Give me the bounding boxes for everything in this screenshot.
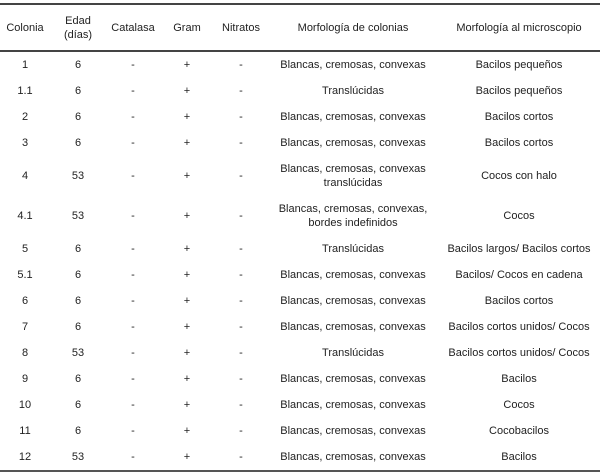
table-row: [0, 340, 600, 366]
cell-morfologia-microscopio: Bacilos cortos: [484, 295, 554, 307]
cell-gram: +: [183, 85, 191, 97]
morfologia-line2: translúcidas: [323, 177, 383, 189]
cell-colonia: 1.1: [17, 85, 33, 97]
cell-colonia: 12: [18, 451, 32, 463]
cell-morfologia-colonias: [268, 130, 438, 156]
cell-gram: +: [183, 137, 191, 149]
morfologia-line1: Translúcidas: [322, 347, 384, 359]
cell-morfologia-colonias: [268, 288, 438, 314]
cell-morfologia-microscopio: Bacilos pequeños: [475, 85, 563, 97]
morfologia-line1: Blancas, cremosas, convexas: [280, 137, 426, 149]
cell-catalasa: -: [131, 295, 135, 307]
morfologia-line1: Blancas, cremosas, convexas: [280, 373, 426, 385]
cell-morfologia-colonias: [268, 262, 438, 288]
cell-morfologia-microscopio: Bacilos: [501, 373, 537, 385]
cell-nitratos: -: [239, 347, 243, 359]
morfologia-line1: Blancas, cremosas, convexas: [280, 163, 426, 175]
cell-catalasa: -: [131, 399, 135, 411]
cell-gram: +: [183, 170, 191, 182]
cell-edad: 6: [74, 321, 82, 333]
header-label: Catalasa: [111, 21, 155, 34]
header-morfologia-microscopio: [438, 4, 600, 51]
cell-colonia: 4.1: [17, 210, 33, 222]
cell-gram: +: [183, 451, 191, 463]
cell-nitratos: -: [239, 243, 243, 255]
cell-catalasa: -: [131, 170, 135, 182]
cell-gram: +: [183, 373, 191, 385]
colonies-table: [0, 3, 600, 472]
cell-nitratos: -: [239, 269, 243, 281]
cell-catalasa: -: [131, 210, 135, 222]
cell-morfologia-microscopio: Cocos: [503, 210, 535, 222]
morfologia-line1: Blancas, cremosas, convexas: [280, 451, 426, 463]
table-row: [0, 444, 600, 471]
cell-edad: 53: [71, 170, 85, 182]
cell-edad: 6: [74, 137, 82, 149]
cell-nitratos: -: [239, 295, 243, 307]
cell-morfologia-colonias: [268, 78, 438, 104]
cell-nitratos: -: [239, 170, 243, 182]
cell-gram: +: [183, 347, 191, 359]
cell-catalasa: -: [131, 451, 135, 463]
cell-nitratos: -: [239, 59, 243, 71]
header-catalasa: [106, 4, 160, 51]
cell-morfologia-colonias: [268, 418, 438, 444]
cell-morfologia-microscopio: Bacilos: [501, 451, 537, 463]
cell-edad: 6: [74, 243, 82, 255]
cell-gram: +: [183, 111, 191, 123]
cell-catalasa: -: [131, 111, 135, 123]
cell-nitratos: -: [239, 137, 243, 149]
cell-colonia: 5: [21, 243, 29, 255]
table-row: [0, 366, 600, 392]
table-row: [0, 418, 600, 444]
morfologia-line1: Blancas, cremosas, convexas: [280, 425, 426, 437]
table-row: [0, 262, 600, 288]
cell-colonia: 5.1: [17, 269, 33, 281]
morfologia-line1: Translúcidas: [322, 85, 384, 97]
table-header: [0, 4, 600, 51]
cell-catalasa: -: [131, 347, 135, 359]
cell-morfologia-colonias: [268, 314, 438, 340]
cell-morfologia-microscopio: Bacilos largos/ Bacilos cortos: [447, 243, 591, 255]
cell-edad: 6: [74, 425, 82, 437]
cell-colonia: 11: [19, 425, 31, 437]
cell-edad: 6: [74, 295, 82, 307]
cell-gram: +: [183, 321, 191, 333]
table-body: [0, 51, 600, 471]
cell-colonia: 6: [21, 295, 29, 307]
cell-morfologia-microscopio: Bacilos cortos unidos/ Cocos: [448, 321, 590, 333]
header-row: [0, 4, 600, 51]
cell-edad: 6: [74, 269, 82, 281]
cell-morfologia-microscopio: Cocos con halo: [481, 170, 557, 182]
cell-catalasa: -: [131, 59, 135, 71]
cell-colonia: 1: [21, 59, 29, 71]
cell-morfologia-colonias: [268, 444, 438, 471]
cell-morfologia-microscopio: Bacilos cortos: [484, 111, 554, 123]
cell-colonia: 3: [21, 137, 29, 149]
cell-morfologia-microscopio: Bacilos cortos unidos/ Cocos: [448, 347, 590, 359]
table-row: [0, 104, 600, 130]
cell-morfologia-colonias: [268, 236, 438, 262]
cell-gram: +: [183, 295, 191, 307]
morfologia-line1: Translúcidas: [322, 243, 384, 255]
table-row: [0, 314, 600, 340]
header-colonia: [0, 4, 50, 51]
cell-gram: +: [183, 425, 191, 437]
cell-catalasa: -: [131, 269, 135, 281]
header-morfologia-colonias: [268, 4, 438, 51]
cell-gram: +: [183, 243, 191, 255]
cell-gram: +: [183, 59, 191, 71]
cell-colonia: 4: [21, 170, 29, 182]
table-row: [0, 196, 600, 236]
morfologia-line1: Blancas, cremosas, convexas: [280, 269, 426, 281]
cell-gram: +: [183, 210, 191, 222]
header-label: Edad: [65, 14, 91, 27]
cell-nitratos: -: [239, 451, 243, 463]
cell-catalasa: -: [131, 85, 135, 97]
header-label: Morfología de colonias: [297, 21, 409, 34]
cell-nitratos: -: [239, 210, 243, 222]
cell-nitratos: -: [239, 425, 243, 437]
header-label: Nitratos: [222, 21, 260, 34]
cell-nitratos: -: [239, 399, 243, 411]
cell-catalasa: -: [131, 425, 135, 437]
cell-nitratos: -: [239, 321, 243, 333]
cell-colonia: 2: [21, 111, 29, 123]
header-nitratos: [214, 4, 268, 51]
header-edad: [50, 4, 106, 51]
cell-morfologia-colonias: [268, 366, 438, 392]
morfologia-line1: Blancas, cremosas, convexas: [280, 59, 426, 71]
cell-morfologia-colonias: [268, 196, 438, 236]
cell-morfologia-colonias: [268, 156, 438, 196]
morfologia-line1: Blancas, cremosas, convexas: [280, 399, 426, 411]
cell-catalasa: -: [131, 243, 135, 255]
cell-morfologia-microscopio: Bacilos cortos: [484, 137, 554, 149]
header-gram: [160, 4, 214, 51]
morfologia-line1: Blancas, cremosas, convexas,: [278, 203, 428, 215]
table-row: [0, 51, 600, 78]
table-row: [0, 130, 600, 156]
cell-edad: 6: [74, 399, 82, 411]
cell-catalasa: -: [131, 373, 135, 385]
table-row: [0, 288, 600, 314]
cell-nitratos: -: [239, 111, 243, 123]
table-row: [0, 392, 600, 418]
header-label: Gram: [173, 21, 201, 34]
cell-colonia: 8: [21, 347, 29, 359]
header-label: Morfología al microscopio: [456, 21, 582, 34]
cell-edad: 53: [71, 210, 85, 222]
morfologia-line1: Blancas, cremosas, convexas: [280, 295, 426, 307]
cell-nitratos: -: [239, 85, 243, 97]
cell-morfologia-microscopio: Bacilos/ Cocos en cadena: [455, 269, 583, 281]
cell-morfologia-colonias: [268, 340, 438, 366]
cell-morfologia-microscopio: Bacilos pequeños: [475, 59, 563, 71]
cell-morfologia-colonias: [268, 51, 438, 78]
cell-colonia: 9: [21, 373, 29, 385]
cell-edad: 53: [71, 347, 85, 359]
cell-morfologia-colonias: [268, 104, 438, 130]
cell-morfologia-colonias: [268, 392, 438, 418]
morfologia-line1: Blancas, cremosas, convexas: [280, 111, 426, 123]
cell-edad: 6: [74, 373, 82, 385]
cell-gram: +: [183, 399, 191, 411]
morfologia-line2: bordes indefinidos: [308, 217, 398, 229]
table-row: [0, 156, 600, 196]
morfologia-line1: Blancas, cremosas, convexas: [280, 321, 426, 333]
header-label-sub: (días): [63, 28, 93, 41]
cell-colonia: 10: [18, 399, 32, 411]
cell-catalasa: -: [131, 137, 135, 149]
cell-catalasa: -: [131, 321, 135, 333]
table-row: [0, 78, 600, 104]
cell-edad: 6: [74, 59, 82, 71]
cell-edad: 6: [74, 111, 82, 123]
cell-gram: +: [183, 269, 191, 281]
cell-colonia: 7: [21, 321, 29, 333]
cell-morfologia-microscopio: Cocos: [503, 399, 535, 411]
cell-edad: 6: [74, 85, 82, 97]
cell-nitratos: -: [239, 373, 243, 385]
table-row: [0, 236, 600, 262]
header-label: Colonia: [6, 21, 44, 34]
cell-morfologia-microscopio: Cocobacilos: [489, 425, 549, 437]
cell-edad: 53: [71, 451, 85, 463]
